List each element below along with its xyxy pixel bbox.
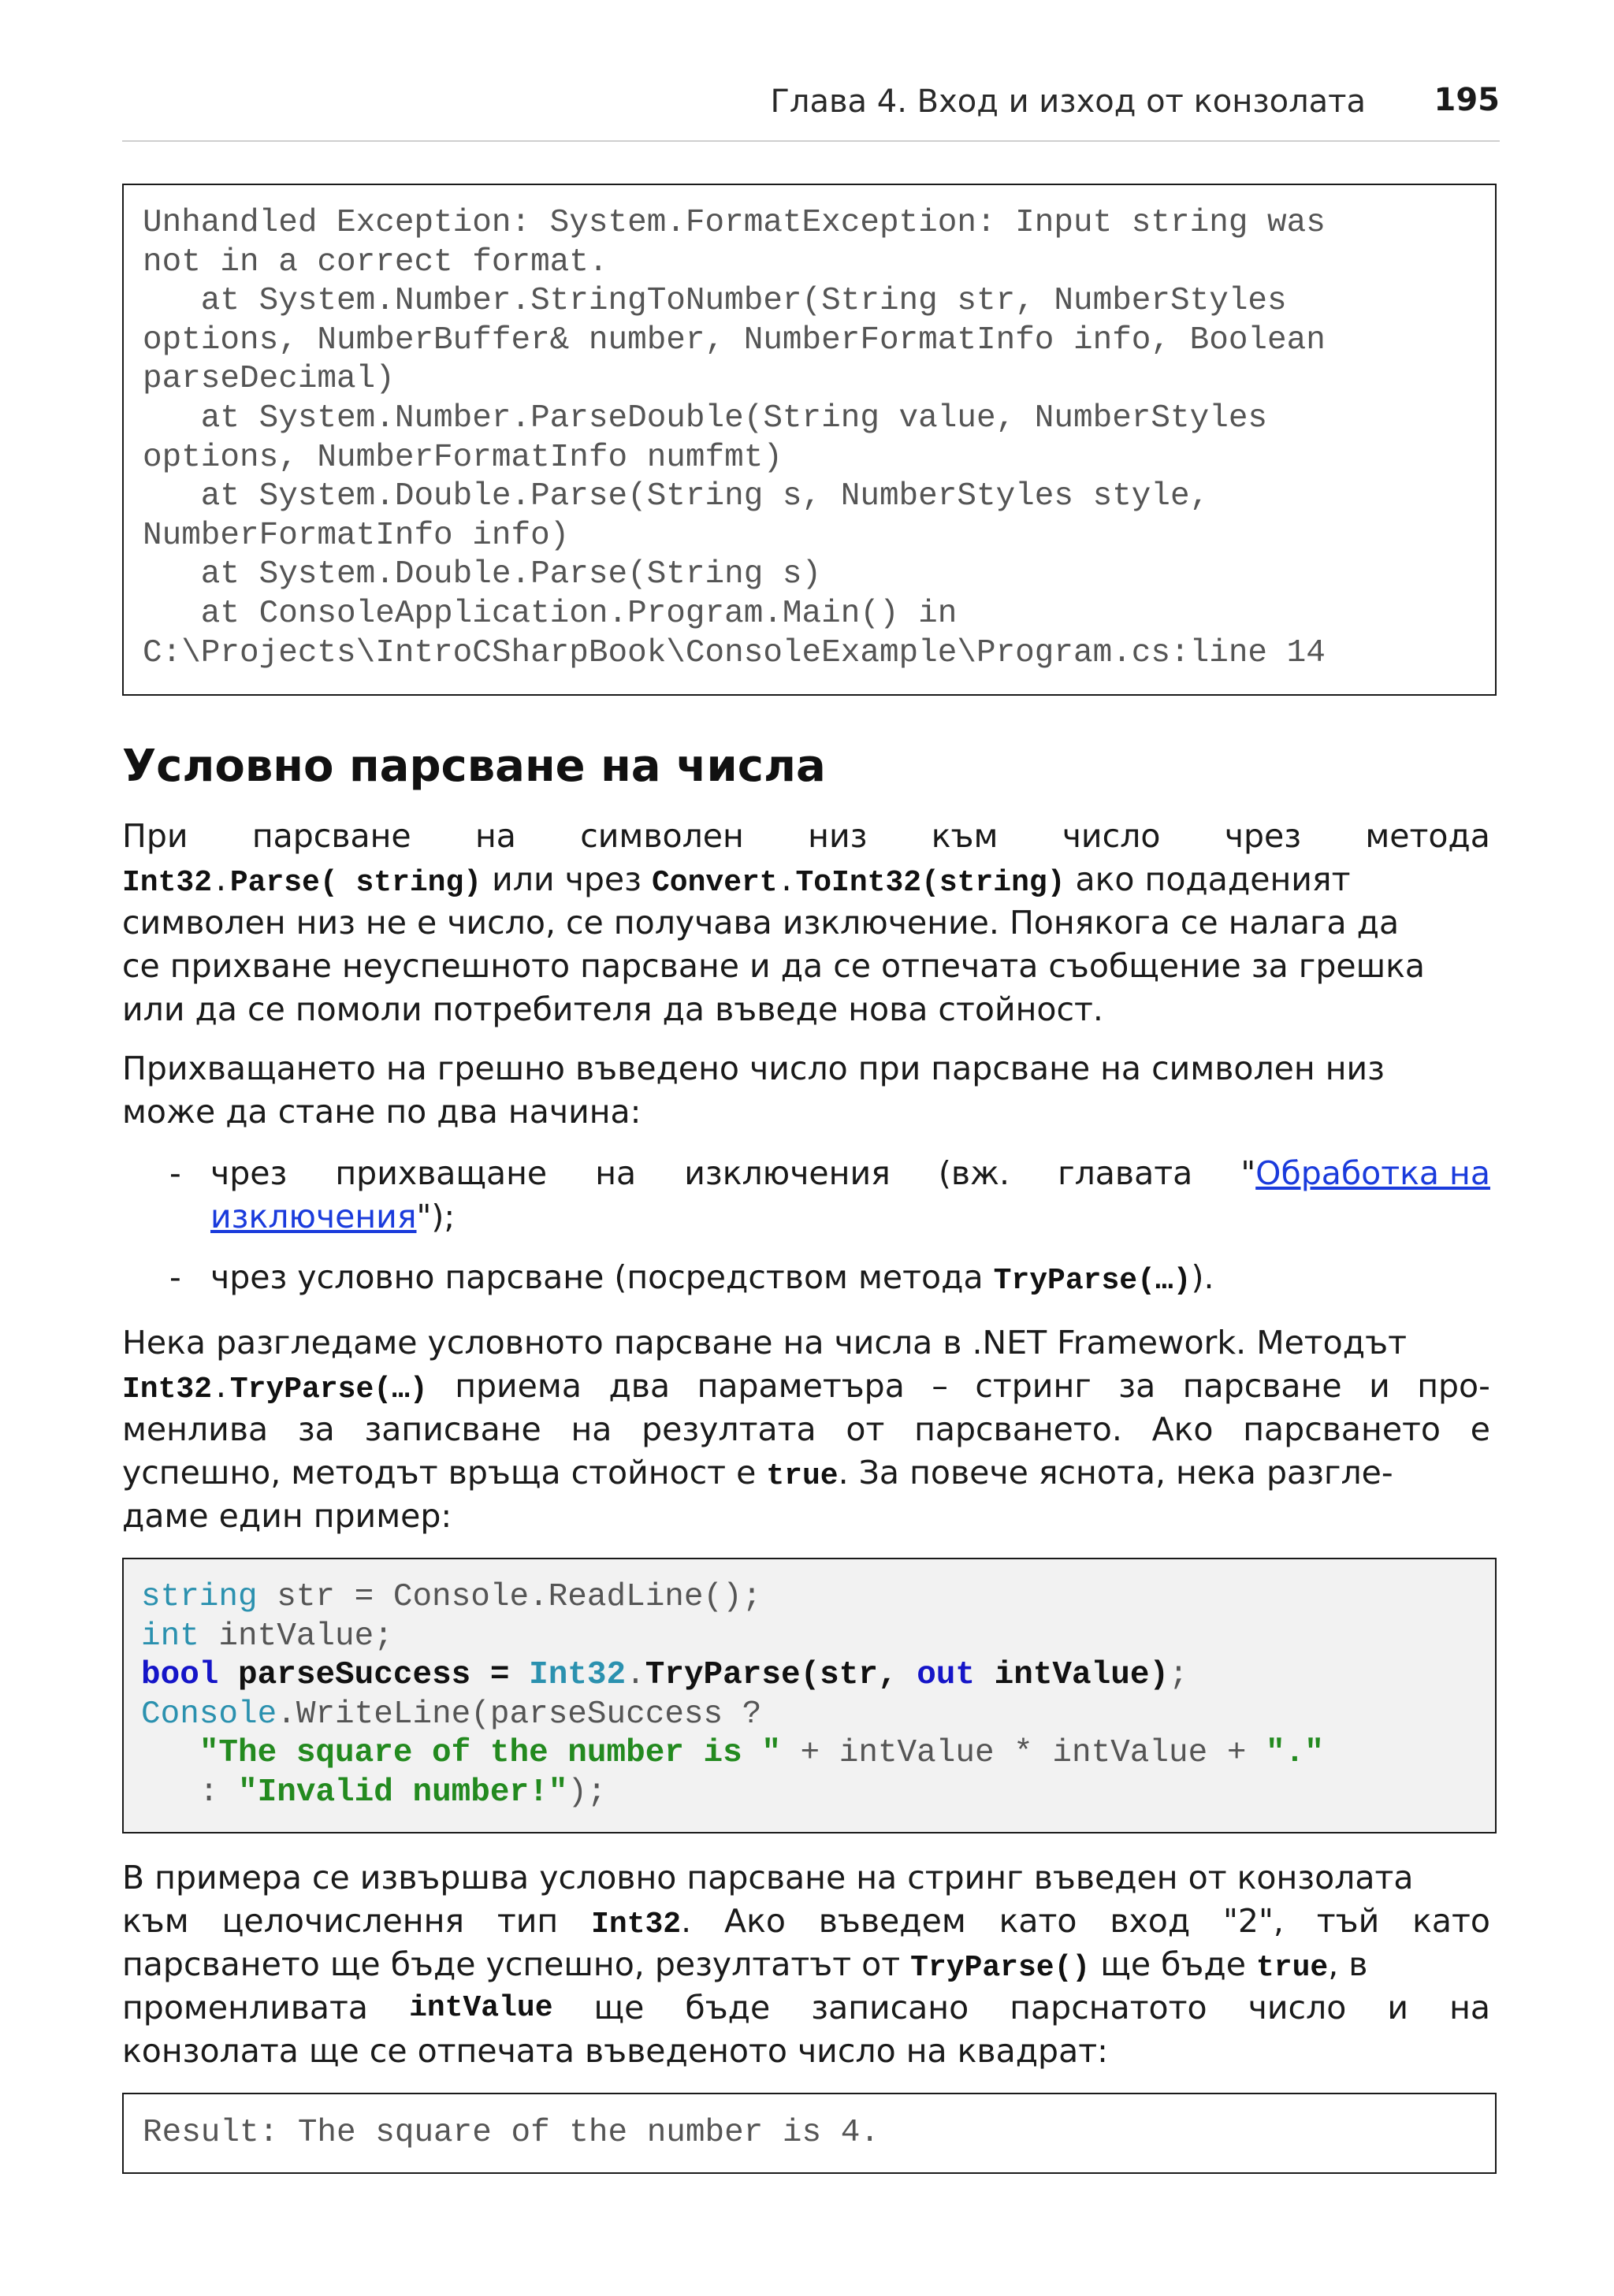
word: про-: [1417, 1367, 1490, 1405]
word: менлива: [122, 1410, 269, 1448]
word: на: [571, 1410, 612, 1448]
word: записано: [811, 1989, 969, 2027]
text-line: или да се помоли потребителя да въведе нова стойност.: [122, 990, 1103, 1028]
word: от: [846, 1410, 885, 1448]
word: два: [608, 1367, 671, 1405]
text-line: [122, 815, 1490, 858]
text-line: може да стане по два начина:: [122, 1093, 642, 1131]
word: главата: [1058, 1154, 1193, 1192]
text: . За повече яснота, нека разгле-: [838, 1454, 1393, 1492]
text-line: се прихване неуспешното парсване и да се отпечата съобщение за грешка: [122, 947, 1425, 985]
word: целочислення: [221, 1902, 465, 1940]
inline-code: .: [212, 866, 230, 900]
word: към: [122, 1902, 189, 1940]
text-line: Прихващането на грешно въведено число при парсване на символен низ: [122, 1050, 1385, 1087]
chapter-link-exceptions-cont[interactable]: изключения: [210, 1198, 417, 1235]
output-line: at ConsoleApplication.Program.Main() in: [143, 595, 958, 632]
chapter-title: Глава 4. Вход и изход от конзолата: [770, 84, 1366, 120]
code-line: [141, 1734, 1495, 1774]
code-token: parseSuccess =: [218, 1657, 530, 1694]
code-token: TryParse(str,: [645, 1657, 917, 1694]
quote: ": [1240, 1154, 1256, 1192]
output-line: at System.Double.Parse(String s, NumberStyles style,: [143, 478, 1210, 515]
page-header: [122, 79, 1500, 142]
word: тъй: [1316, 1902, 1380, 1940]
word: е: [1470, 1410, 1490, 1448]
code-token: );: [567, 1774, 607, 1811]
inline-code: Convert: [651, 866, 778, 900]
text-line: [210, 1152, 1490, 1195]
code-line: [141, 1578, 1495, 1618]
output-line: options, NumberFormatInfo numfmt): [143, 439, 783, 476]
word: парсването.: [914, 1410, 1122, 1448]
word: резултата: [642, 1410, 816, 1448]
code-token: Console: [141, 1696, 277, 1733]
bullet-item-tryparse: [169, 1256, 1490, 1299]
code-token: .WriteLine(parseSuccess ?: [277, 1696, 762, 1733]
code-token: ;: [1169, 1657, 1188, 1694]
text: ще бъде: [1090, 1945, 1256, 1983]
text-line: [122, 1365, 1490, 1408]
text-line: даме един пример:: [122, 1497, 452, 1535]
text-line: Нека разгледаме условното парсване на числа в .NET Framework. Методът: [122, 1324, 1407, 1362]
word: бъде: [685, 1989, 771, 2027]
code-token: int: [141, 1618, 199, 1655]
word: ще: [593, 1989, 645, 2027]
code-token: out: [917, 1657, 976, 1694]
word: тип: [496, 1902, 559, 1940]
code-example-box: [122, 1558, 1497, 1833]
code-line: [141, 1656, 1495, 1696]
inline-code: .: [212, 1373, 230, 1406]
output-line: parseDecimal): [143, 361, 395, 398]
word: парсване: [1182, 1367, 1342, 1405]
output-line: at System.Double.Parse(String s): [143, 556, 822, 593]
text: ");: [416, 1198, 456, 1235]
output-line: not in a correct format.: [143, 243, 608, 280]
inline-code: .: [777, 866, 796, 900]
inline-code: Int32: [122, 866, 213, 900]
word: изключения: [684, 1154, 891, 1192]
code-token: [141, 1735, 199, 1771]
text-line: [122, 1986, 1490, 2030]
exception-output-box: [122, 184, 1497, 696]
inline-code: true: [766, 1459, 839, 1493]
text: чрез условно парсване (посредством метода: [210, 1258, 994, 1296]
output-line: Result: The square of the number is 4.: [143, 2115, 880, 2151]
text: ако подаденият: [1065, 860, 1351, 898]
text-line: [210, 1195, 1490, 1239]
text: ).: [1191, 1258, 1214, 1296]
output-line: at System.Number.ParseDouble(String value, NumberStyles: [143, 399, 1268, 437]
word: Ако: [1151, 1410, 1214, 1448]
output-line: NumberFormatInfo info): [143, 517, 570, 554]
word: на: [1449, 1989, 1490, 2027]
code-token: "Invalid number!": [238, 1774, 568, 1811]
word: параметъра: [697, 1367, 905, 1405]
paragraph-example-explanation: [122, 1856, 1490, 2073]
word: парсването: [1243, 1410, 1441, 1448]
text-line: [122, 1900, 1490, 1943]
code-token: Int32: [529, 1657, 627, 1694]
word: низ: [808, 817, 868, 855]
word: –: [932, 1367, 948, 1405]
output-line: at System.Number.StringToNumber(String str, NumberStyles: [143, 283, 1287, 320]
text-line: [122, 1943, 1490, 1986]
code-token: "The square of the number is ": [199, 1735, 781, 1772]
code-line: [141, 1696, 1495, 1735]
inline-code: TryParse(): [910, 1951, 1091, 1985]
text: парсването ще бъде успешно, резултатът от: [122, 1945, 911, 1983]
text: , в: [1328, 1945, 1368, 1983]
word: число: [1062, 817, 1161, 855]
output-line: Unhandled Exception: System.FormatException: Input string was: [143, 205, 1326, 241]
word: към: [931, 817, 999, 855]
word: стринг: [975, 1367, 1091, 1405]
paragraph-tryparse: [122, 1321, 1490, 1538]
text-line: символен низ не е число, се получава изключение. Понякога се налага да: [122, 904, 1400, 942]
word: При: [122, 817, 188, 855]
word: вход: [1110, 1902, 1191, 1940]
section-title: Условно парсване на числа: [122, 741, 826, 792]
text: или чрез: [482, 860, 652, 898]
code-token: bool: [141, 1657, 219, 1694]
text: .: [681, 1902, 692, 1940]
page-number: 195: [1434, 82, 1500, 118]
word: и: [1369, 1367, 1390, 1405]
inline-code: TryParse(…): [993, 1264, 1192, 1298]
paragraph-parsing-intro: [122, 815, 1490, 1031]
text-line: [122, 1408, 1490, 1451]
text: успешно, методът връща стойност е: [122, 1454, 767, 1492]
code-token: intValue): [975, 1657, 1170, 1694]
code-token: :: [141, 1774, 239, 1811]
bullet-dash: -: [169, 1258, 181, 1296]
result-output-box: [122, 2093, 1497, 2174]
inline-code: true: [1255, 1951, 1329, 1985]
inline-code: Int32: [122, 1373, 213, 1406]
inline-code: TryParse(…): [229, 1373, 428, 1406]
code-line: [141, 1774, 1495, 1813]
inline-code: Parse( string): [229, 866, 482, 900]
word: (вж.: [938, 1154, 1010, 1192]
word: променливата: [122, 1989, 369, 2027]
word: "2",: [1223, 1902, 1284, 1940]
word: число: [1248, 1989, 1347, 2027]
code-token: string: [141, 1579, 258, 1615]
text-line: В примера се извършва условно парсване на стринг въведен от конзолата: [122, 1859, 1414, 1897]
code-token: intValue;: [199, 1618, 393, 1655]
paragraph-two-ways: [122, 1047, 1490, 1134]
bullet-item-exceptions: [169, 1152, 1490, 1239]
word: като: [999, 1902, 1077, 1940]
word: парснатото: [1010, 1989, 1207, 2027]
word: чрез: [210, 1154, 288, 1192]
word: прихващане: [335, 1154, 548, 1192]
output-line: C:\Projects\IntroCSharpBook\ConsoleExample\Program.cs:line 14: [143, 634, 1326, 671]
code-token: .: [626, 1657, 645, 1694]
word: приема: [455, 1367, 582, 1405]
word: чрез: [1224, 817, 1301, 855]
word: въведем: [818, 1902, 966, 1940]
text-line: [122, 858, 1490, 901]
text-line: конзолата ще се отпечата въведеното число на квадрат:: [122, 2032, 1108, 2070]
inline-code: intValue: [409, 1991, 553, 2025]
word: Ако: [724, 1902, 786, 1940]
output-line: options, NumberBuffer& number, NumberFormatInfo info, Boolean: [143, 321, 1326, 359]
code-token: str = Console.ReadLine();: [257, 1579, 762, 1615]
chapter-link-exceptions[interactable]: Обработка на: [1255, 1154, 1490, 1192]
word: символен: [580, 817, 744, 855]
word: на: [474, 817, 516, 855]
inline-code: ToInt32(string): [795, 866, 1065, 900]
code-line: [141, 1618, 1495, 1657]
word: парсване: [251, 817, 411, 855]
text-line: [122, 1451, 1490, 1495]
word: като: [1412, 1902, 1490, 1940]
inline-code: Int32: [591, 1908, 682, 1941]
code-token: ".": [1266, 1735, 1324, 1772]
word: за: [297, 1410, 335, 1448]
word: записване: [364, 1410, 541, 1448]
word: за: [1118, 1367, 1156, 1405]
word: на: [595, 1154, 637, 1192]
word: метода: [1365, 817, 1490, 855]
word: и: [1387, 1989, 1409, 2027]
code-token: + intValue * intValue +: [780, 1735, 1266, 1772]
bullet-dash: -: [169, 1154, 181, 1192]
